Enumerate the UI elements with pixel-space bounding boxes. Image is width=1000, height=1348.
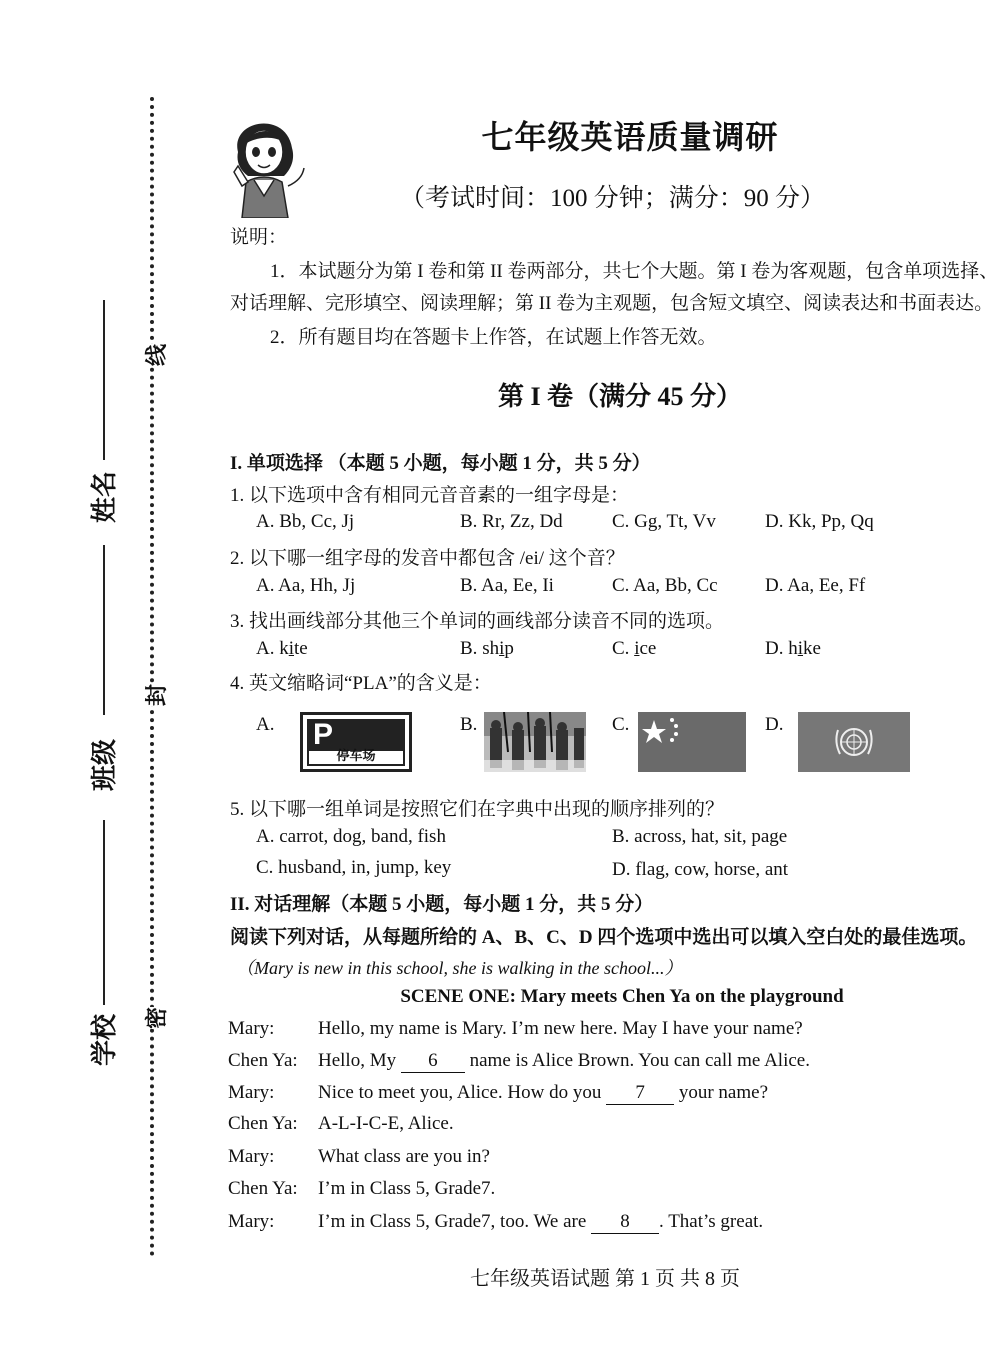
- dialogue-speaker: Chen Ya:: [228, 1178, 298, 1199]
- section-1-heading: I. 单项选择 （本题 5 小题，每小题 1 分，共 5 分）: [230, 453, 651, 474]
- q4-option-d-label: D.: [765, 714, 784, 735]
- dialogue-speaker: Mary:: [228, 1082, 275, 1103]
- q5-option-a: A. carrot, dog, band, fish: [256, 826, 446, 847]
- section-2-heading: II. 对话理解（本题 5 小题，每小题 1 分，共 5 分）: [230, 894, 654, 915]
- part-1-title: 第 I 卷（满分 45 分）: [497, 382, 743, 411]
- dialogue-line: What class are you in?: [318, 1146, 490, 1167]
- q2-option-c: C. Aa, Bb, Cc: [612, 575, 718, 596]
- binding-dotted-line: [150, 97, 154, 1257]
- q5-option-d: D. flag, cow, horse, ant: [612, 859, 789, 880]
- seal-char-xian: 线: [144, 343, 170, 367]
- dialogue-speaker: Mary:: [228, 1146, 275, 1167]
- q1-option-a: A. Bb, Cc, Jj: [256, 511, 355, 532]
- soldiers-image: [484, 712, 586, 772]
- dialogue-speaker: Mary:: [228, 1018, 275, 1039]
- q1-option-d: D. Kk, Pp, Qq: [765, 511, 874, 532]
- question-1-stem: 1. 以下选项中含有相同元音音素的一组字母是：: [230, 485, 630, 506]
- q4-option-c-label: C.: [612, 714, 630, 735]
- exam-title: 七年级英语质量调研: [481, 119, 779, 155]
- un-flag-image: [798, 712, 910, 772]
- question-3-stem: 3. 找出画线部分其他三个单词的画线部分读音不同的选项。: [230, 611, 725, 632]
- dialogue-context-note: （Mary is new in this school, she is walking in the school...）: [236, 958, 683, 978]
- question-2-stem: 2. 以下哪一组字母的发音中都包含 /ei/ 这个音？: [230, 548, 625, 569]
- blank-7: 7: [606, 1082, 674, 1105]
- q3-option-d: D. hike: [765, 638, 821, 659]
- q2-option-a: A. Aa, Hh, Jj: [256, 575, 356, 596]
- blank-8: 8: [591, 1211, 659, 1234]
- class-field-line: [103, 545, 105, 715]
- instructions-label: 说明：: [230, 227, 288, 248]
- dialogue-line: Hello, my name is Mary. I’m new here. May I have your name?: [318, 1018, 803, 1039]
- seal-char-mi: 密: [144, 1006, 170, 1030]
- q2-option-b: B. Aa, Ee, Ii: [460, 575, 554, 596]
- question-5-stem: 5. 以下哪一组单词是按照它们在字典中出现的顺序排列的？: [230, 799, 725, 820]
- q1-option-c: C. Gg, Tt, Vv: [612, 511, 716, 532]
- q1-option-b: B. Rr, Zz, Dd: [460, 511, 563, 532]
- seal-char-feng: 封: [144, 683, 170, 707]
- exam-subtitle: （考试时间：100 分钟；满分：90 分）: [400, 185, 826, 212]
- instruction-1-line-2: 对话理解、完形填空、阅读理解；第 II 卷为主观题，包含短文填空、阅读表达和书面表达。: [230, 293, 994, 314]
- question-4-stem: 4. 英文缩略词“PLA”的含义是：: [230, 673, 492, 694]
- q3-option-c: C. ice: [612, 638, 657, 659]
- q4-option-b-label: B.: [460, 714, 478, 735]
- page-footer: 七年级英语试题 第 1 页 共 8 页: [470, 1268, 740, 1290]
- section-2-directions: 阅读下列对话，从每题所给的 A、B、C、D 四个选项中选出可以填入空白处的最佳选项。: [230, 927, 978, 948]
- parking-sign-image: [300, 712, 412, 772]
- instruction-2: 2．所有题目均在答题卡上作答，在试题上作答无效。: [270, 327, 717, 348]
- dialogue-speaker: Mary:: [228, 1211, 275, 1232]
- dialogue-line: Hello, My 6 name is Alice Brown. You can call me Alice.: [318, 1050, 810, 1071]
- mascot-girl-illustration: [224, 110, 308, 218]
- school-field-label: 学校: [90, 1013, 120, 1067]
- school-field-line: [103, 820, 105, 1005]
- dialogue-line: A-L-I-C-E, Alice.: [318, 1113, 454, 1134]
- q3-option-a: A. kite: [256, 638, 308, 659]
- parking-letter: P: [307, 719, 405, 751]
- q2-option-d: D. Aa, Ee, Ff: [765, 575, 866, 596]
- parking-text: 停车场: [307, 746, 405, 766]
- dialogue-line: I’m in Class 5, Grade7.: [318, 1178, 496, 1199]
- class-field-label: 班级: [90, 738, 120, 792]
- q5-option-c: C. husband, in, jump, key: [256, 857, 452, 878]
- q5-option-b: B. across, hat, sit, page: [612, 826, 788, 847]
- q3-option-b: B. ship: [460, 638, 514, 659]
- dialogue-line: I’m in Class 5, Grade7, too. We are 8 . That’s great.: [318, 1211, 764, 1232]
- q4-option-a-label: A.: [256, 714, 275, 735]
- name-field-line: [103, 300, 105, 460]
- name-field-label: 姓名: [90, 470, 120, 524]
- china-flag-image: [638, 712, 746, 772]
- dialogue-speaker: Chen Ya:: [228, 1113, 298, 1134]
- instruction-1-line-1: 1．本试题分为第 I 卷和第 II 卷两部分，共七个大题。第 I 卷为客观题，包含单项选择、: [270, 261, 999, 282]
- dialogue-speaker: Chen Ya:: [228, 1050, 298, 1071]
- dialogue-line: Nice to meet you, Alice. How do you 7 your name?: [318, 1082, 769, 1103]
- blank-6: 6: [401, 1050, 465, 1073]
- scene-title: SCENE ONE: Mary meets Chen Ya on the playground: [400, 986, 844, 1007]
